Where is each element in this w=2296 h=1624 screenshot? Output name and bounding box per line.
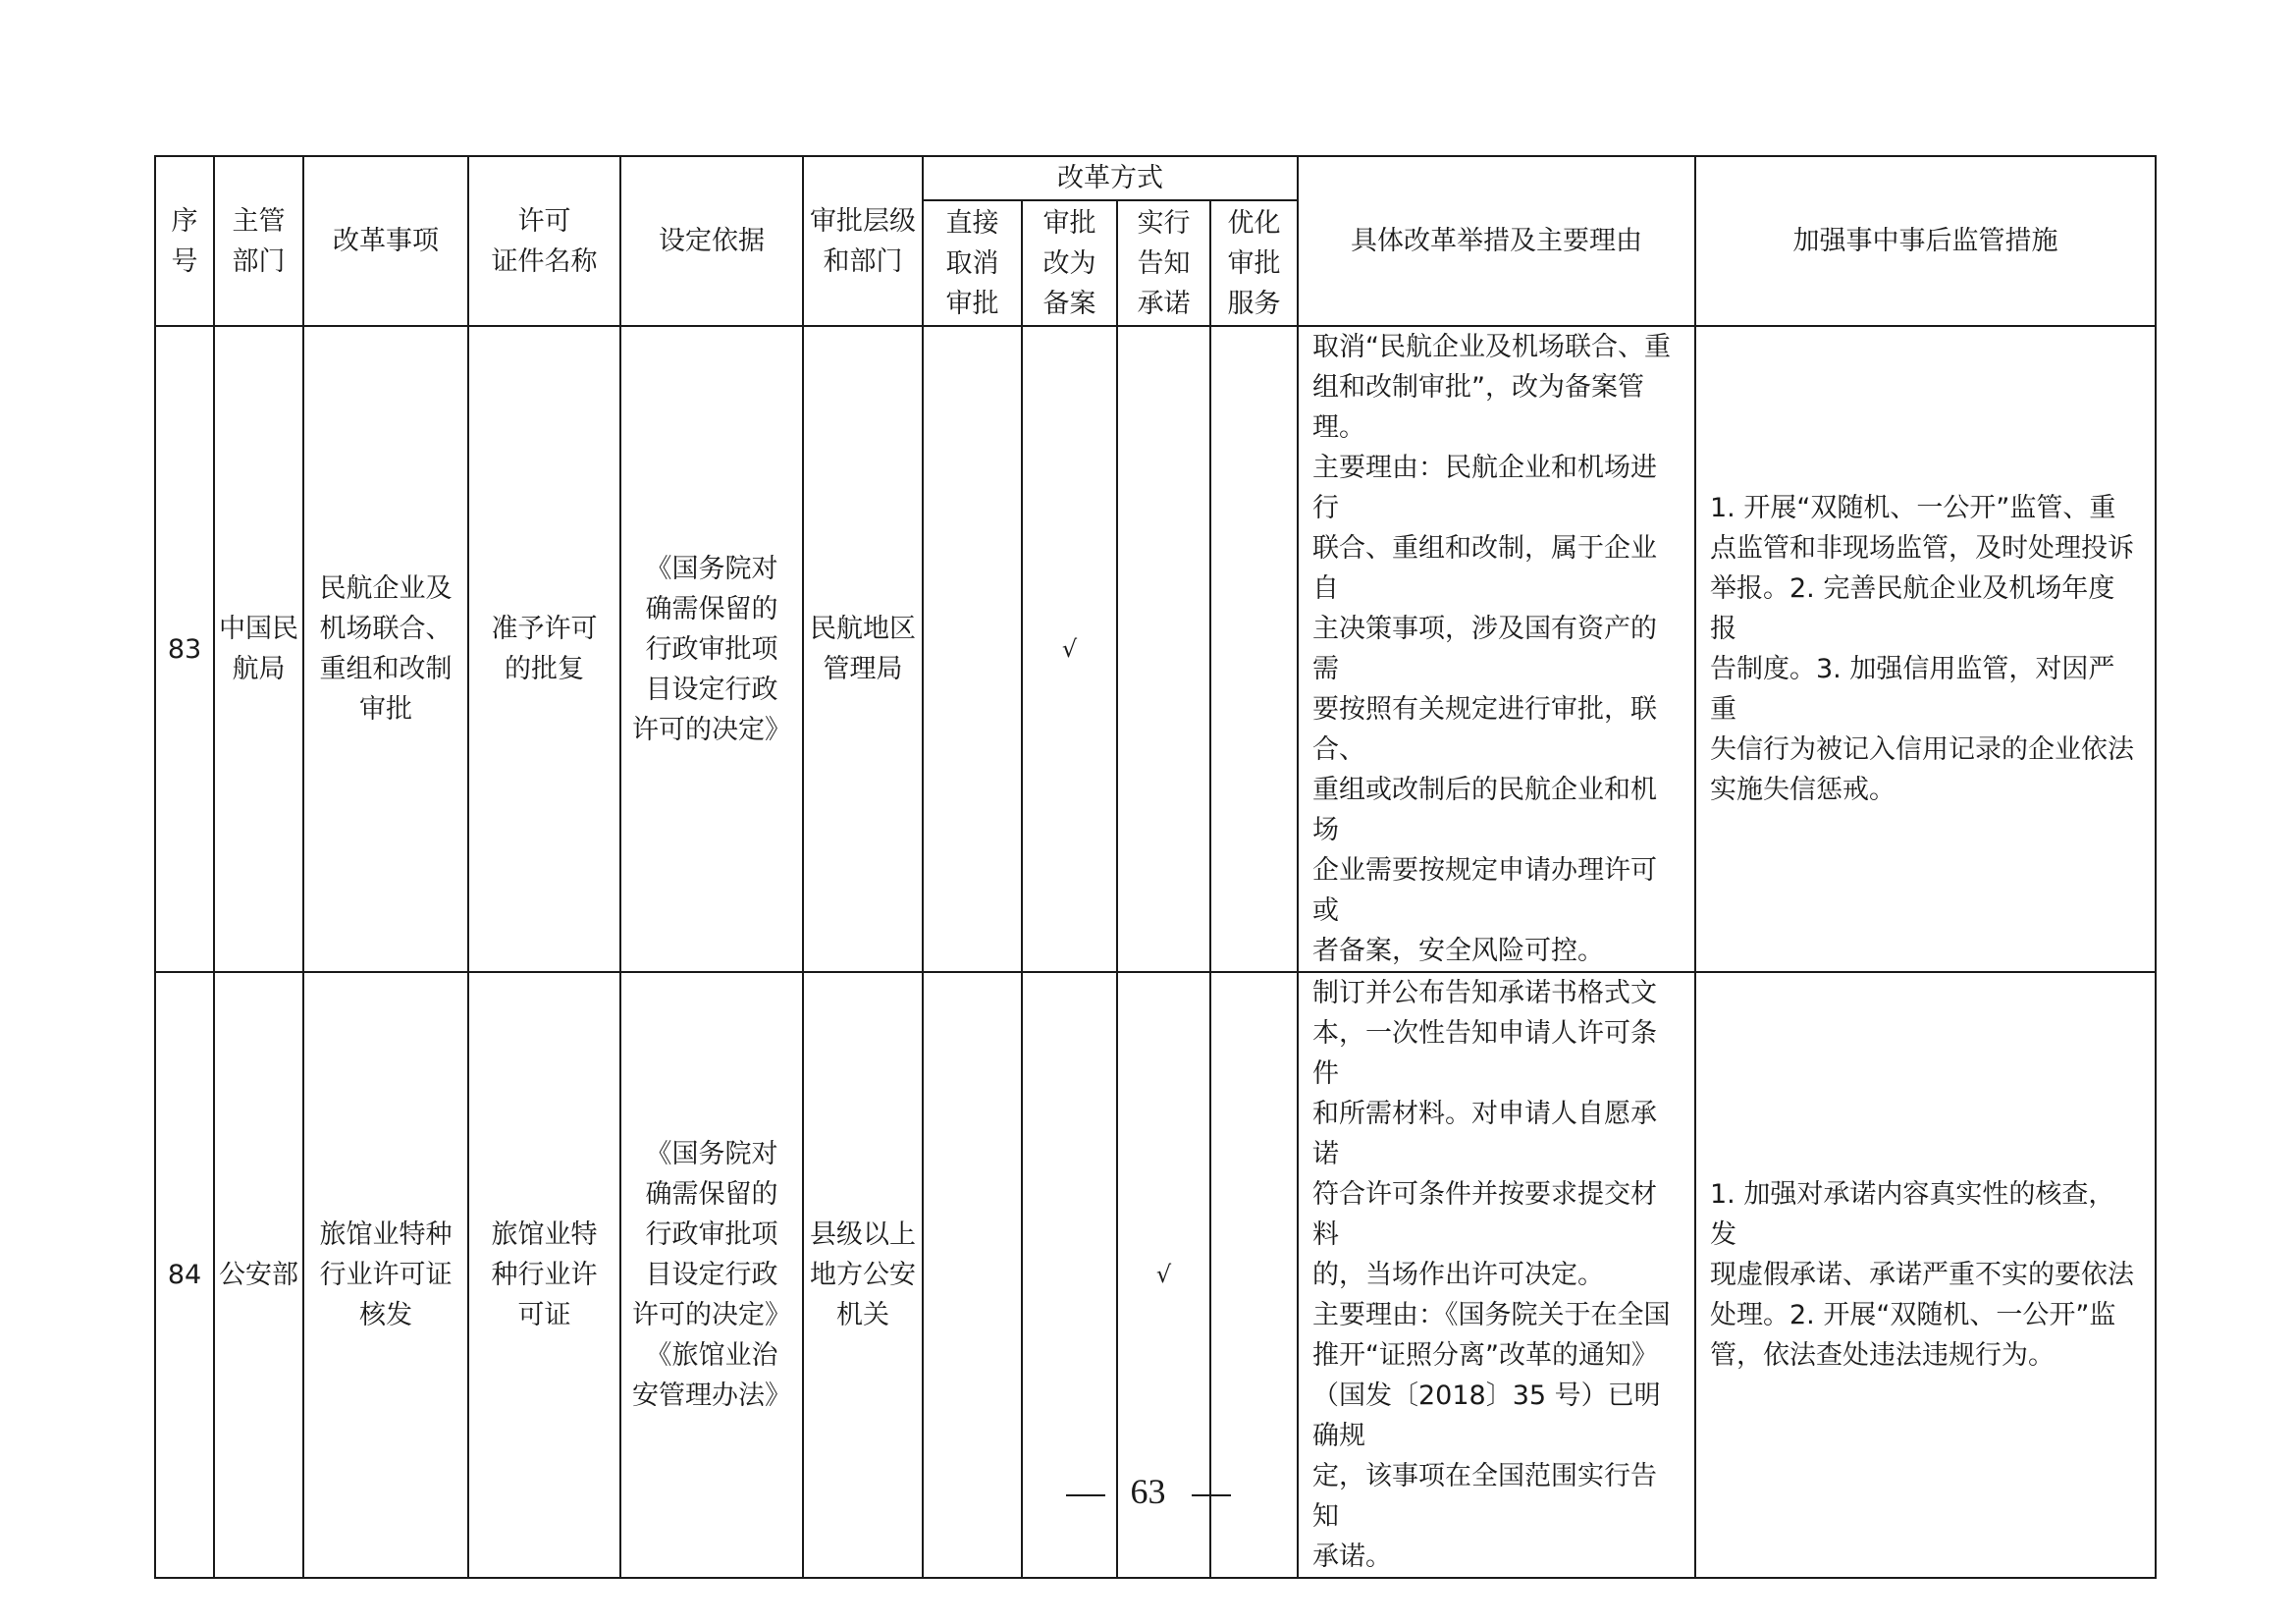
header-supervision: 加强事中事后监管措施 [1695,156,2156,326]
row-level: 县级以上 地方公安 机关 [803,972,923,1578]
footer-dash-right [1192,1494,1231,1496]
header-license: 许可 证件名称 [468,156,620,326]
header-method-group: 改革方式 [923,156,1298,200]
row-supervision: 1. 开展“双随机、一公开”监管、重 点监管和非现场监管，及时处理投诉 举报。2. 完善民航企业及机场年度报 告制度。3. 加强信用监管，对因严重 失信行为被记入信用记录的企业依法 实施失信惩戒。 [1695,326,2156,972]
row-method-commitment [1117,326,1210,972]
header-dept: 主管 部门 [214,156,303,326]
row-item: 旅馆业特种 行业许可证 核发 [303,972,468,1578]
row-basis: 《国务院对 确需保留的 行政审批项 目设定行政 许可的决定》 [620,326,803,972]
page-number: 63 [1130,1472,1166,1511]
page-footer [0,1471,2296,1512]
row-measures: 制订并公布告知承诺书格式文 本，一次性告知申请人许可条件 和所需材料。对申请人自愿承诺 符合许可条件并按要求提交材料 的，当场作出许可决定。 主要理由：《国务院关于在全国 推开“证照分离”改革的通知》 （国发〔2018〕35 号）已明确规 定，该事项在全国范围实行告知 承诺。 [1298,972,1695,1578]
header-seq: 序 号 [155,156,214,326]
row-item: 民航企业及 机场联合、 重组和改制 审批 [303,326,468,972]
row-method-commitment: √ [1117,972,1210,1578]
header-item: 改革事项 [303,156,468,326]
header-method-cancel: 直接 取消 审批 [923,200,1022,326]
footer-dash-left [1066,1494,1105,1496]
row-supervision: 1. 加强对承诺内容真实性的核查，发 现虚假承诺、承诺严重不实的要依法 处理。2. 开展“双随机、一公开”监 管，依法查处违法违规行为。 [1695,972,2156,1578]
header-row-1 [155,156,2156,200]
row-measures: 取消“民航企业及机场联合、重 组和改制审批”，改为备案管理。 主要理由：民航企业和机场进行 联合、重组和改制，属于企业自 主决策事项，涉及国有资产的需 要按照有关规定进行审批，联合、 重组或改制后的民航企业和机场 企业需要按规定申请办理许可或 者备案，安全风险可控。 [1298,326,1695,972]
header-level: 审批层级 和部门 [803,156,923,326]
row-method-cancel [923,326,1022,972]
row-level: 民航地区 管理局 [803,326,923,972]
header-method-optimize: 优化 审批 服务 [1210,200,1298,326]
header-measures: 具体改革举措及主要理由 [1298,156,1695,326]
row-seq: 83 [155,326,214,972]
row-license: 准予许可 的批复 [468,326,620,972]
row-method-optimize [1210,326,1298,972]
table-row [155,326,2156,972]
row-basis: 《国务院对 确需保留的 行政审批项 目设定行政 许可的决定》 《旅馆业治 安管理办法》 [620,972,803,1578]
reform-table [154,155,2157,1579]
row-dept: 公安部 [214,972,303,1578]
header-basis: 设定依据 [620,156,803,326]
row-dept: 中国民 航局 [214,326,303,972]
row-method-filing: √ [1022,326,1117,972]
header-method-commitment: 实行 告知 承诺 [1117,200,1210,326]
row-seq: 84 [155,972,214,1578]
header-method-filing: 审批 改为 备案 [1022,200,1117,326]
row-license: 旅馆业特 种行业许 可证 [468,972,620,1578]
